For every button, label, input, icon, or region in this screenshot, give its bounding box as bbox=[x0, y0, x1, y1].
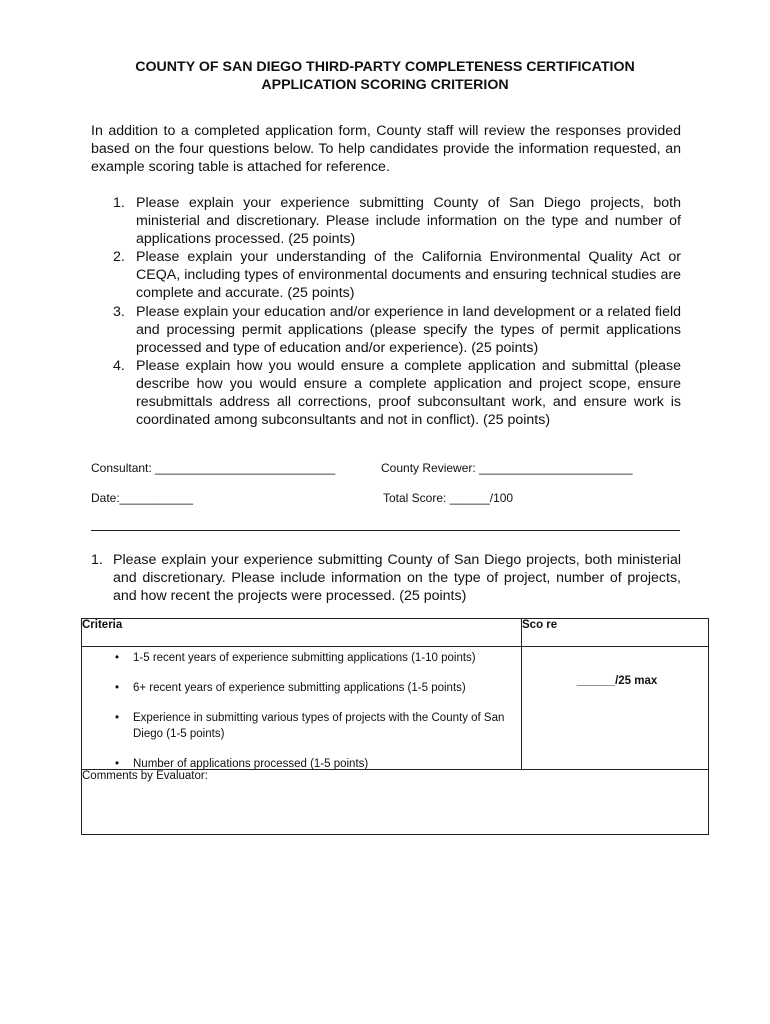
question-list bbox=[91, 194, 681, 429]
scoring-table bbox=[81, 618, 709, 835]
section-question-number: 1. bbox=[91, 552, 103, 568]
bullet-icon: • bbox=[115, 652, 120, 664]
title-line-2: APPLICATION SCORING CRITERION bbox=[261, 77, 509, 93]
bullet-icon: • bbox=[115, 758, 120, 770]
county-reviewer-field[interactable]: County Reviewer: _______________________ bbox=[381, 461, 633, 475]
question-text: Please explain your understanding of the California Environmental Quality Act or CEQA, including types of environmental documents and ensuring technical studies are complete and accurate. (25 points) bbox=[136, 249, 681, 302]
comments-box[interactable] bbox=[82, 770, 709, 835]
section-question bbox=[91, 551, 681, 605]
criteria-text: 6+ recent years of experience submitting applications (1-5 points) bbox=[133, 682, 466, 694]
section-divider bbox=[91, 530, 680, 531]
title-line-1: COUNTY OF SAN DIEGO THIRD-PARTY COMPLETENESS CERTIFICATION bbox=[135, 59, 635, 75]
bullet-icon: • bbox=[115, 712, 120, 724]
question-number: 1. bbox=[113, 195, 125, 211]
question-number: 2. bbox=[113, 249, 125, 266]
criteria-cell bbox=[82, 647, 522, 770]
question-text: Please explain your experience submitting County of San Diego projects, both ministerial and discretionary. Please include information on the type and number of applications processed. (25 points) bbox=[136, 195, 681, 248]
question-number: 4. bbox=[113, 357, 125, 374]
criteria-text: Experience in submitting various types of projects with the County of San Diego (1-5 points) bbox=[133, 712, 505, 740]
document-title bbox=[0, 58, 770, 94]
score-cell[interactable] bbox=[522, 647, 709, 770]
total-score-field[interactable]: Total Score: ______/100 bbox=[383, 491, 514, 505]
comments-label: Comments by Evaluator: bbox=[82, 770, 208, 782]
bullet-icon: • bbox=[115, 682, 120, 694]
criteria-item bbox=[82, 650, 522, 666]
question-item bbox=[91, 248, 681, 302]
question-text: Please explain your education and/or experience in land development or a related field and processing permit applications (please specify the types of permit applications processed and type of education and/or experience). (25 points) bbox=[136, 303, 681, 356]
criteria-item bbox=[82, 710, 522, 742]
criteria-text: Number of applications processed (1-5 points) bbox=[133, 758, 369, 770]
criteria-text: 1-5 recent years of experience submitting applications (1-10 points) bbox=[133, 652, 476, 664]
question-text: Please explain how you would ensure a complete application and submittal (please describe how you would ensure a complete application and project scope, ensure resubmittals address all corrections, proof subconsultant work, and ensure work is coordinated among subconsultants and not in conflict). (25 points) bbox=[136, 357, 681, 429]
criteria-item bbox=[82, 680, 522, 696]
consultant-field[interactable]: Consultant: ___________________________ bbox=[91, 461, 336, 475]
question-item bbox=[91, 357, 681, 429]
section-question-text: Please explain your experience submitting County of San Diego projects, both ministerial and discretionary. Please include information on the type of project, number of projects, and how recent the projects were processed. (25 points) bbox=[113, 552, 681, 605]
question-number: 3. bbox=[113, 303, 125, 320]
question-item bbox=[91, 303, 681, 357]
score-value: ______/25 max bbox=[576, 675, 658, 687]
intro-paragraph: In addition to a completed application form, County staff will review the responses provided based on the four questions below. To help candidates provide the information requested, an example scoring table is attached for reference. bbox=[91, 123, 681, 176]
question-item bbox=[91, 194, 681, 248]
date-field[interactable]: Date:___________ bbox=[91, 491, 194, 505]
criteria-header: Criteria bbox=[82, 619, 522, 647]
score-header: Sco re bbox=[522, 619, 709, 647]
criteria-item bbox=[82, 756, 522, 772]
